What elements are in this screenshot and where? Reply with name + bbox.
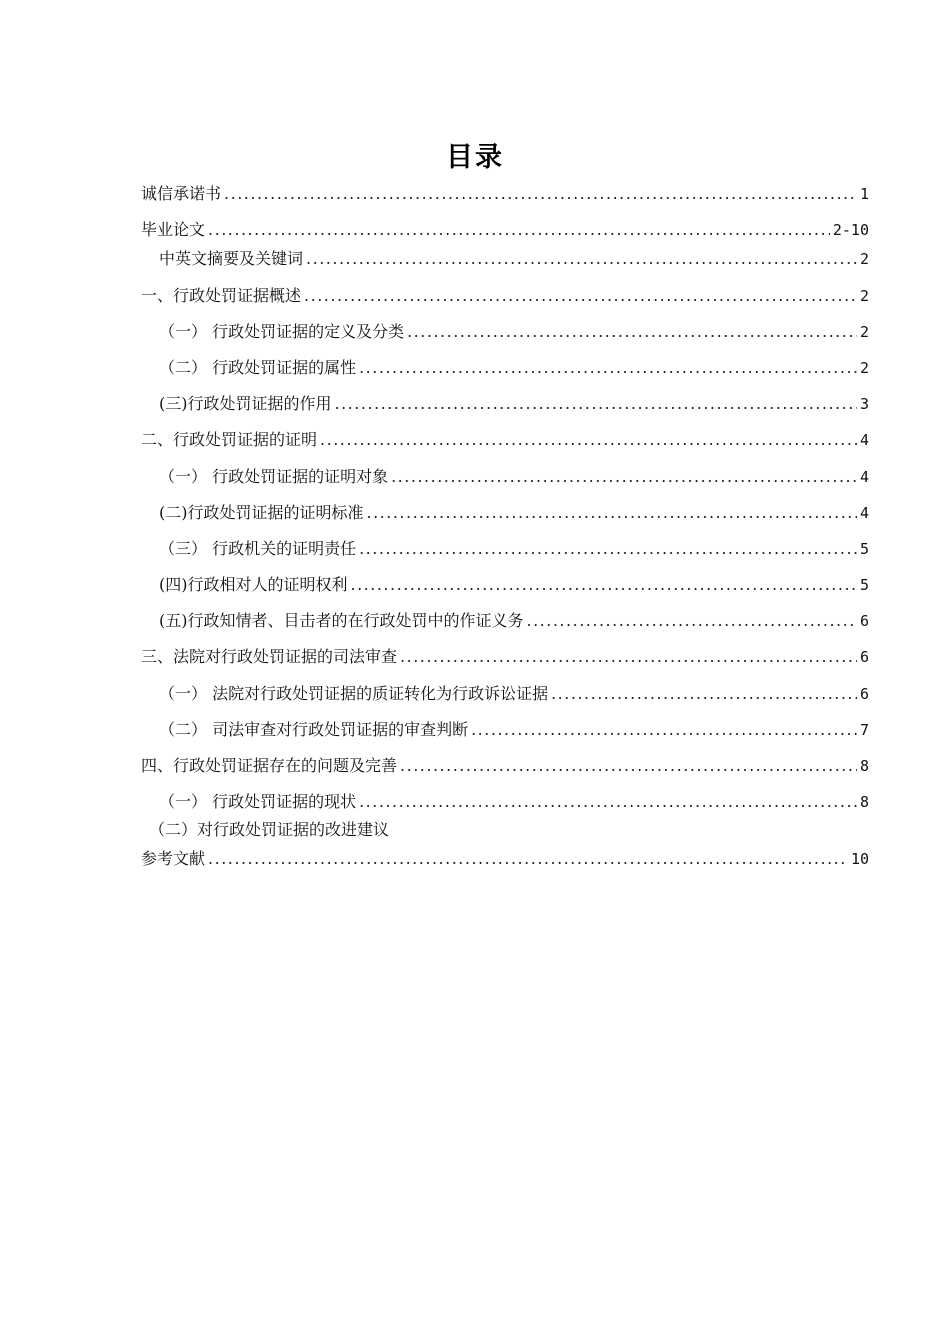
toc-entry[interactable] [141,531,869,567]
toc-entry-page: 6 [859,648,869,667]
toc-entry-label: （二）对行政处罚证据的改进建议 [149,820,390,840]
toc-entry-page: 6 [859,684,869,703]
toc-entry-page: 5 [859,539,869,558]
toc-entry-page: 2-10 [832,221,869,240]
toc-entry-page: 2 [859,358,869,377]
toc-entry[interactable] [141,277,869,313]
toc-dot-leader [359,350,857,386]
toc-entry-page: 4 [859,431,869,450]
toc-dot-leader [359,531,857,567]
toc-entry-page: 8 [859,793,869,812]
toc-entry[interactable] [141,495,869,531]
toc-entry-page: 4 [859,503,869,522]
toc-entry-label: （三） 行政机关的证明责任 [159,538,357,558]
toc-entry[interactable] [141,458,869,494]
toc-dot-leader [407,314,857,350]
toc-dot-leader [351,567,857,603]
toc-dot-leader [320,422,857,458]
toc-dot-leader [304,278,857,314]
toc-entry-page: 4 [859,467,869,486]
toc-entry-label: 二、行政处罚证据的证明 [141,430,318,450]
toc-dot-leader [359,784,857,820]
toc-entry-label: 四、行政处罚证据存在的问题及完善 [141,756,398,775]
page-title: 目录 [446,142,504,173]
toc-dot-leader [527,603,857,639]
toc-entry-label: (五)行政知情者、目击者的在行政处罚中的作证义务 [159,611,524,631]
toc-entry[interactable] [141,567,869,603]
toc-entry-label: 毕业论文 [141,220,206,240]
toc-entry-page: 8 [859,757,869,775]
toc-entry[interactable] [141,386,869,422]
toc-entry-label: (四)行政相对人的证明权利 [159,575,348,595]
table-of-contents [141,176,869,877]
toc-entry-label: 中英文摘要及关键词 [159,249,304,269]
toc-dot-leader [551,676,857,712]
toc-entry[interactable] [141,675,869,711]
toc-entry-label: 一、行政处罚证据概述 [141,285,302,305]
toc-entry[interactable] [141,176,869,212]
toc-entry-page: 10 [850,850,869,869]
toc-entry-label: （一） 行政处罚证据的现状 [159,792,357,812]
toc-entry[interactable] [141,248,869,277]
toc-dot-leader [224,176,857,212]
toc-entry-label: (三)行政处罚证据的作用 [159,394,332,414]
toc-dot-leader [208,841,848,877]
toc-entry-page: 3 [859,395,869,414]
toc-entry-label: （一） 法院对行政处罚证据的质证转化为行政诉讼证据 [159,683,549,703]
toc-entry-label: （二） 司法审查对行政处罚证据的审查判断 [159,719,469,739]
toc-dot-leader [335,386,857,422]
toc-entry-page: 5 [859,576,869,595]
toc-entry[interactable] [141,712,869,748]
toc-dot-leader [400,639,857,675]
toc-entry-label: 参考文献 [141,849,206,869]
toc-entry[interactable] [141,422,869,458]
toc-entry-page: 1 [859,185,869,204]
toc-entry-label: 诚信承诺书 [141,184,222,204]
toc-entry-label: 三、法院对行政处罚证据的司法审查 [141,647,398,667]
toc-entry-page: 2 [859,322,869,341]
toc-entry[interactable] [141,639,869,675]
toc-dot-leader [471,712,857,748]
toc-entry-label: (二)行政处罚证据的证明标准 [159,502,364,522]
toc-dot-leader [400,748,857,784]
toc-dot-leader [306,241,857,277]
toc-entry-label: （一） 行政处罚证据的定义及分类 [159,321,405,341]
toc-entry[interactable] [141,350,869,386]
toc-entry-page: 2 [859,286,869,305]
toc-entry[interactable] [141,603,869,639]
toc-entry-page: 2 [859,250,869,269]
toc-entry[interactable] [141,848,869,877]
toc-entry[interactable] [141,314,869,350]
toc-entry-label: （二） 行政处罚证据的属性 [159,357,357,377]
toc-dot-leader [367,495,857,531]
toc-entry-page: 7 [859,720,869,739]
toc-dot-leader [391,459,857,495]
toc-entry-page: 6 [859,612,869,631]
toc-entry[interactable] [141,748,869,784]
toc-entry-label: （一） 行政处罚证据的证明对象 [159,466,389,486]
